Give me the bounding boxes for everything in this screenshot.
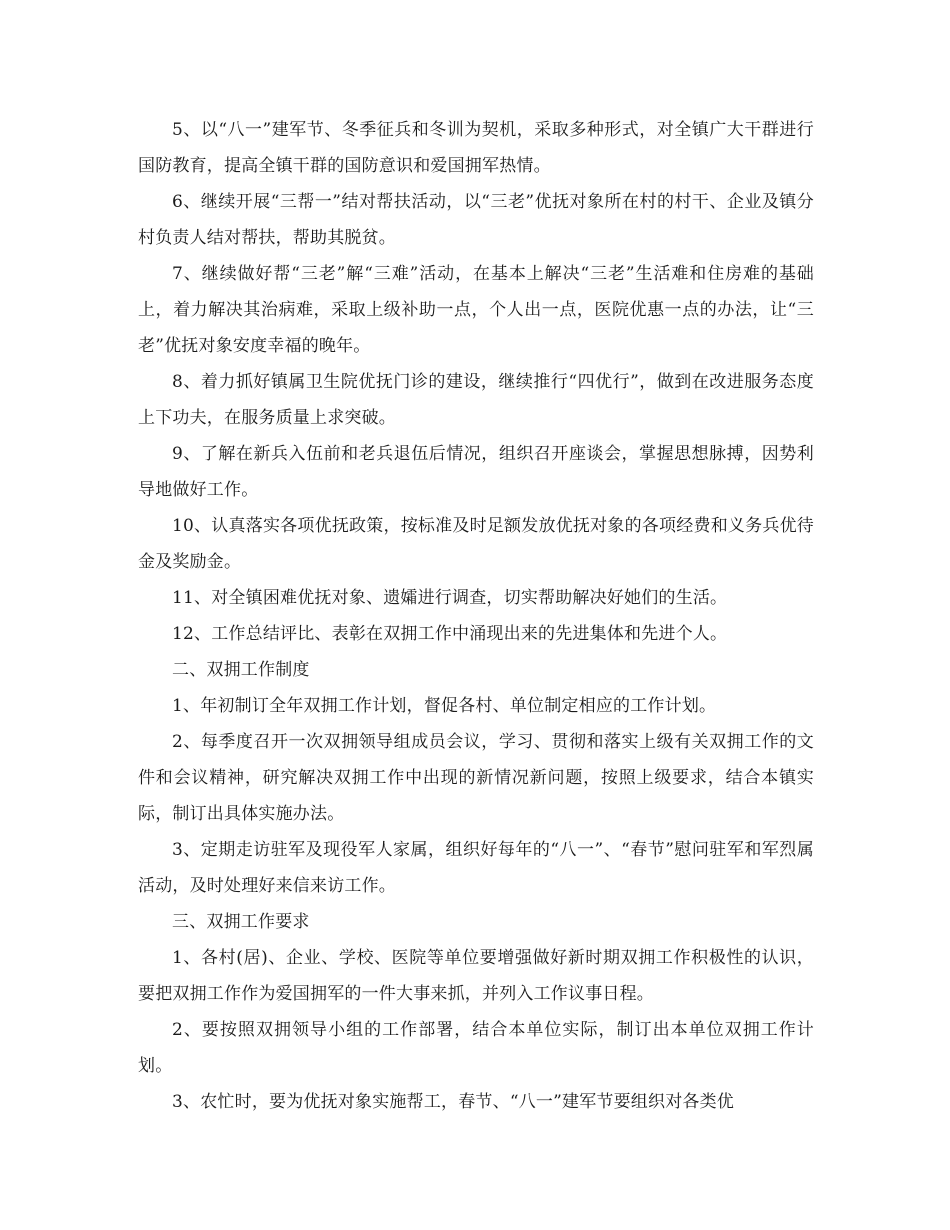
document-body bbox=[138, 112, 814, 1120]
paragraph-item-11: 11、对全镇困难优抚对象、遗孀进行调查，切实帮助解决好她们的生活。 bbox=[172, 588, 728, 608]
system-item-3: 3、定期走访驻军及现役军人家属，组织好每年的“八一”、“春节”慰问驻军和军烈属活动，及时处理好来信来访工作。 bbox=[138, 840, 814, 896]
paragraph-item-7: 7、继续做好帮“三老”解“三难”活动，在基本上解决“三老”生活难和住房难的基础上，着力解决其治病难，采取上级补助一点，个人出一点，医院优惠一点的办法，让“三老”优抚对象安度幸福的晚年。 bbox=[138, 264, 814, 356]
paragraph-item-5: 5、以“八一”建军节、冬季征兵和冬训为契机，采取多种形式，对全镇广大干群进行国防教育，提高全镇干群的国防意识和爱国拥军热情。 bbox=[138, 120, 814, 176]
paragraph-item-6: 6、继续开展“三帮一”结对帮扶活动，以“三老”优抚对象所在村的村干、企业及镇分村负责人结对帮扶，帮助其脱贫。 bbox=[138, 192, 814, 248]
section-heading-system: 二、双拥工作制度 bbox=[172, 660, 310, 680]
requirement-item-1: 1、各村(居)、企业、学校、医院等单位要增强做好新时期双拥工作积极性的认识，要把双拥工作作为爱国拥军的一件大事来抓，并列入工作议事日程。 bbox=[138, 948, 814, 1004]
system-item-1: 1、年初制订全年双拥工作计划，督促各村、单位制定相应的工作计划。 bbox=[172, 696, 717, 716]
paragraph-item-9: 9、了解在新兵入伍前和老兵退伍后情况，组织召开座谈会，掌握思想脉搏，因势利导地做好工作。 bbox=[138, 444, 814, 500]
paragraph-item-12: 12、工作总结评比、表彰在双拥工作中涌现出来的先进集体和先进个人。 bbox=[172, 624, 728, 644]
system-item-2: 2、每季度召开一次双拥领导组成员会议，学习、贯彻和落实上级有关双拥工作的文件和会议精神，研究解决双拥工作中出现的新情况新问题，按照上级要求，结合本镇实际，制订出具体实施办法。 bbox=[138, 732, 814, 824]
requirement-item-3: 3、农忙时，要为优抚对象实施帮工，春节、“八一”建军节要组织对各类优 bbox=[172, 1092, 734, 1112]
section-heading-requirements: 三、双拥工作要求 bbox=[172, 912, 310, 932]
paragraph-item-10: 10、认真落实各项优抚政策，按标准及时足额发放优抚对象的各项经费和义务兵优待金及奖励金。 bbox=[138, 516, 814, 572]
paragraph-item-8: 8、着力抓好镇属卫生院优抚门诊的建设，继续推行“四优行”，做到在改进服务态度上下功夫，在服务质量上求突破。 bbox=[138, 372, 814, 428]
requirement-item-2: 2、要按照双拥领导小组的工作部署，结合本单位实际，制订出本单位双拥工作计划。 bbox=[138, 1020, 814, 1076]
